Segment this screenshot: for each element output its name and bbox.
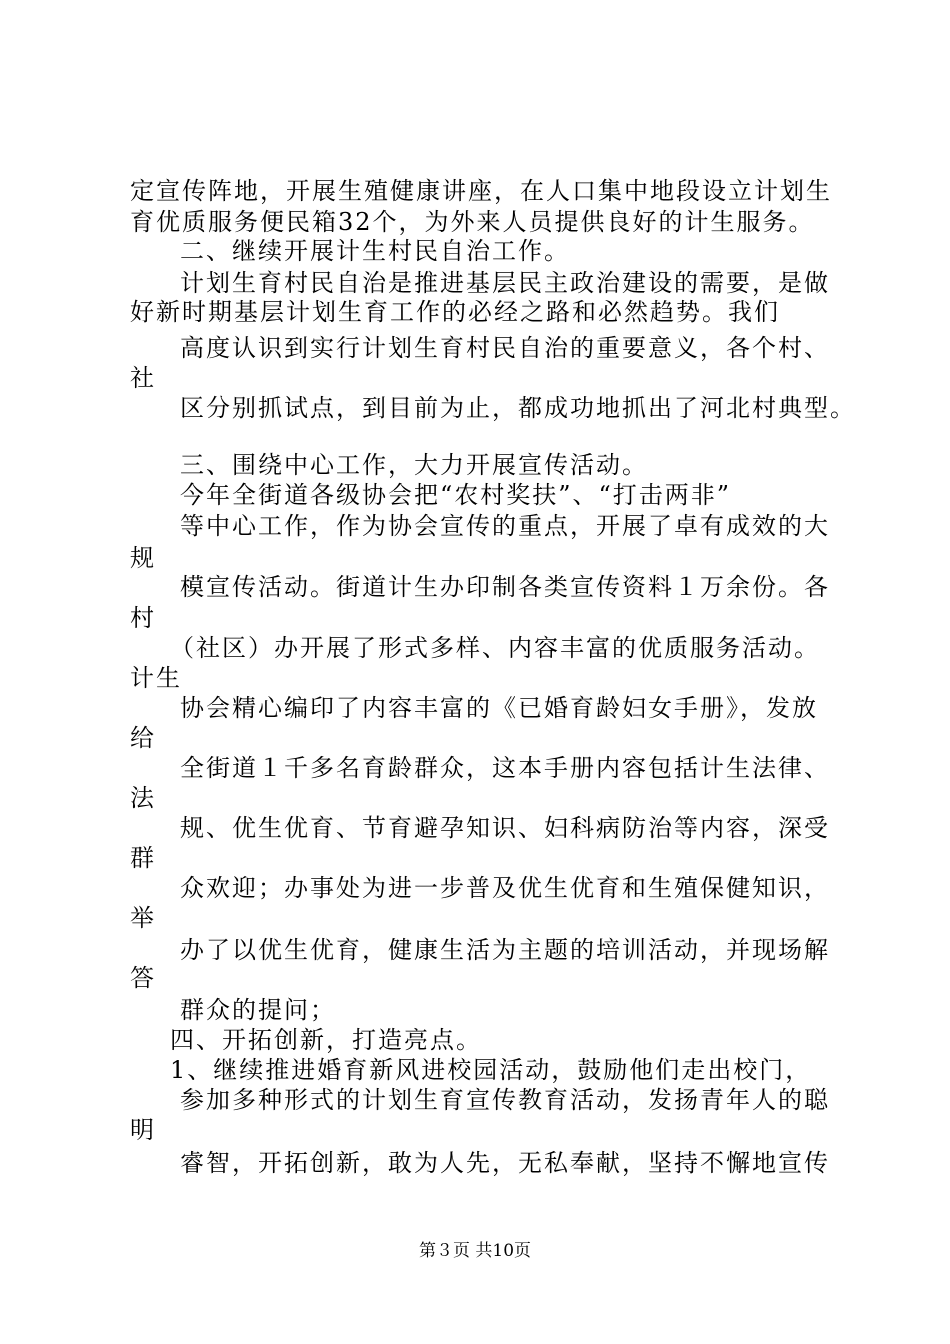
text-line: 1、继续推进婚育新风进校园活动，鼓励他们走出校门， [170, 1056, 812, 1084]
text-line: 参加多种形式的计划生育宣传教育活动，发扬青年人的聪 [180, 1086, 830, 1114]
text-line: 定宣传阵地，开展生殖健康讲座，在人口集中地段设立计划生 [130, 177, 832, 205]
text-line: 村 [130, 604, 156, 632]
text-line: 明 [130, 1116, 156, 1144]
text-line: 模宣传活动。街道计生办印制各类宣传资料１万余份。各 [180, 573, 830, 601]
text-line: 办了以优生优育，健康生活为主题的培训活动，并现场解 [180, 936, 830, 964]
section-heading: 二、继续开展计生村民自治工作。 [180, 237, 570, 265]
text-line: 举 [130, 904, 156, 932]
text-line: 法 [130, 784, 156, 812]
text-line: 今年全街道各级协会把“农村奖扶”、“打击两非” [180, 481, 732, 509]
text-line: 群 [130, 844, 156, 872]
text-line: 睿智，开拓创新，敢为人先，无私奉献，坚持不懈地宣传 [180, 1149, 830, 1177]
text-line: 答 [130, 964, 156, 992]
text-line: 好新时期基层计划生育工作的必经之路和必然趋势。我们 [130, 298, 780, 326]
text-line: 给 [130, 724, 156, 752]
text-line: 计划生育村民自治是推进基层民主政治建设的需要，是做 [180, 269, 830, 297]
text-line: 区分别抓试点，到目前为止，都成功地抓出了河北村典型。 [180, 394, 856, 422]
text-line: 群众的提问； [180, 996, 336, 1024]
text-line: 高度认识到实行计划生育村民自治的重要意义，各个村、 [180, 334, 830, 362]
text-line: 协会精心编印了内容丰富的《已婚育龄妇女手册》，发放 [180, 694, 818, 722]
text-line: 计生 [130, 664, 182, 692]
page-number-footer: 第３页 共10页 [418, 1241, 532, 1261]
text-line: 规 [130, 544, 156, 572]
text-line: 全街道１千多名育龄群众，这本手册内容包括计生法律、 [180, 754, 830, 782]
text-line: 众欢迎；办事处为进一步普及优生优育和生殖保健知识， [180, 874, 830, 902]
text-line: （社区）办开展了形式多样、内容丰富的优质服务活动。 [170, 634, 820, 662]
section-heading: 四、开拓创新，打造亮点。 [170, 1026, 482, 1054]
text-line: 等中心工作，作为协会宣传的重点，开展了卓有成效的大 [180, 512, 830, 540]
section-heading: 三、围绕中心工作，大力开展宣传活动。 [180, 451, 648, 479]
text-line: 育优质服务便民箱32个，为外来人员提供良好的计生服务。 [130, 208, 815, 236]
text-line: 社 [130, 364, 156, 392]
text-line: 规、优生优育、节育避孕知识、妇科病防治等内容，深受 [180, 814, 830, 842]
